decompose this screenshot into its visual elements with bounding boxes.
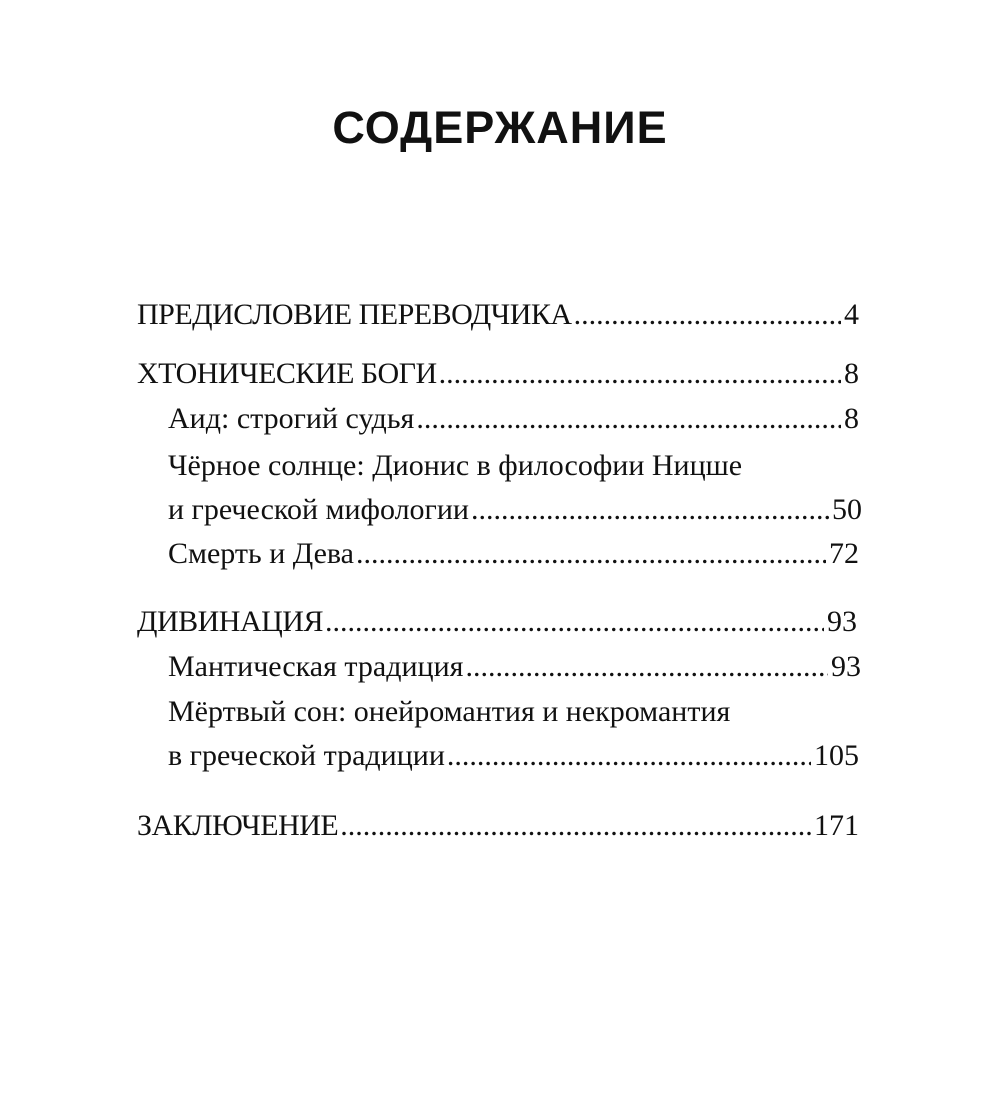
toc-leader-dots (439, 355, 841, 393)
toc-entry-conclusion[interactable] (137, 807, 859, 845)
toc-entry-page: 8 (844, 357, 859, 390)
toc-entry-label: ЗАКЛЮЧЕНИЕ (137, 809, 339, 842)
toc-entry-label: Смерть и Дева (168, 537, 354, 570)
toc-entry-page: 93 (827, 605, 857, 638)
toc-entry-label: Аид: строгий судья (168, 402, 415, 435)
toc-entry-label: ХТОНИЧЕСКИЕ БОГИ (137, 357, 437, 390)
toc-entry-dead-sleep-line1[interactable] (168, 693, 730, 731)
toc-entry-label: ДИВИНАЦИЯ (137, 605, 323, 638)
toc-entry-page: 72 (829, 537, 859, 570)
toc-entry-page: 8 (844, 402, 859, 435)
toc-entry-black-sun[interactable] (168, 491, 862, 529)
toc-entry-label: Мантическая традиция (168, 650, 464, 683)
page-title: СОДЕРЖАНИЕ (332, 102, 668, 153)
toc-entry-page: 171 (814, 809, 859, 842)
toc-entry-page: 50 (832, 493, 862, 526)
toc-leader-dots (340, 807, 811, 845)
toc-leader-dots (574, 296, 841, 334)
toc-entry-label: в греческой традиции (168, 739, 445, 772)
toc-entry-death-and-maiden[interactable] (168, 535, 859, 573)
toc-entry-page: 105 (814, 739, 859, 772)
toc-entry-page: 4 (844, 298, 859, 331)
toc-entry-divination[interactable] (137, 603, 857, 641)
toc-entry-hades[interactable] (168, 400, 859, 438)
toc-leader-dots (416, 400, 841, 438)
toc-leader-dots (356, 535, 826, 573)
toc-entry-page: 93 (831, 650, 861, 683)
toc-leader-dots (447, 737, 811, 775)
toc-entry-label: ПРЕДИСЛОВИЕ ПЕРЕВОДЧИКА (137, 298, 572, 331)
toc-leader-dots (471, 491, 829, 529)
toc-leader-dots (325, 603, 824, 641)
toc-entry-label: Мёртвый сон: онейромантия и некромантия (168, 695, 731, 728)
toc-entry-label: Чёрное солнце: Дионис в философии Ницше (168, 449, 743, 482)
toc-entry-label: и греческой мифологии (168, 493, 469, 526)
toc-entry-black-sun-line1[interactable] (168, 447, 742, 485)
toc-entry-mantic-tradition[interactable] (168, 648, 861, 686)
toc-entry-dead-sleep[interactable] (168, 737, 859, 775)
toc-entry-preface[interactable] (137, 296, 859, 334)
toc-leader-dots (465, 648, 828, 686)
toc-entry-chthonic-gods[interactable] (137, 355, 859, 393)
